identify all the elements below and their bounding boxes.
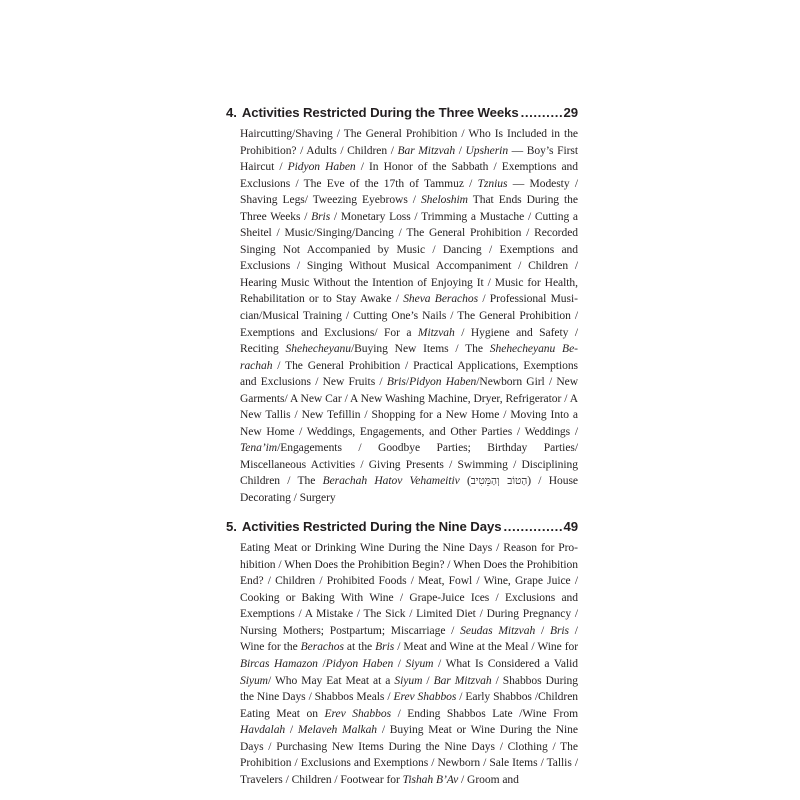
italic-term: Siyum [405,657,434,670]
chapter-page-number: 29 [563,105,578,120]
topic-text: / Hygiene and Safety / Reciting [240,326,578,356]
topic-text: — Modesty / Shaving Legs/ Tweezing Eyebrows / [240,177,578,207]
dot-leader [503,518,561,536]
topic-text: / [285,724,298,737]
chapter-topics [240,540,578,788]
chapter-number: 5. [226,519,237,535]
italic-term: Pidyon Haben [409,376,477,389]
topic-text: That Ends During the Three Weeks / [240,194,578,223]
topic-text: / The General Prohibition / Practical Applications, Exemptions and Exclusions / New Fruits / [240,359,578,389]
topic-text: ) / House Decorating / Surgery [240,475,578,505]
topic-text: / In Honor of the Sabbath / Exemptions and Exclusions / The Eve of the 17th of Tammuz / [240,161,578,190]
italic-term: Erev Shabbos [324,707,392,720]
italic-term: Sheva Berachos [403,293,479,306]
italic-term: Pidyon Haben [325,657,394,670]
topic-text: / [405,376,410,389]
italic-term: Melaveh Malkah [297,724,378,737]
italic-term: Erev Shabbos [393,691,457,704]
topic-text: / Professional Musician/Musical Training / Cutting One’s Nails / The General Prohibition / Exemptions and Exclusions/ For a [240,293,578,339]
topic-text: / Early Shabbos /Children Eating Meat on [240,691,578,720]
chapter-topics [240,126,578,507]
italic-term: Tznius [477,177,508,190]
italic-term: Bar Mitzvah [397,144,456,157]
chapter-heading [226,518,578,536]
topic-text: / Ending Shabbos Late /Wine From [391,707,578,720]
topic-text: /Newborn Girl / New Garments/ A New Car / A New Washing Machine, Dryer, Refrigerator / A New Tallis / New Tefillin / Shopping for a New Home / Moving Into a New Home / Weddings, Engagements, and Other Parties / Weddings / [240,376,579,438]
italic-term: Tena’im [240,442,278,455]
italic-term: Berachah Hatov Vehameitiv [322,475,460,488]
italic-term: Pidyon Haben [287,161,356,174]
topic-text: / [317,657,326,670]
italic-term: Tishah B’Av [402,773,459,786]
chapter-4-entry [226,104,578,507]
topic-text: at the [343,641,376,654]
topic-text: — Boy’s First Haircut / [240,144,578,174]
topic-text: /Buying New Items / The [351,343,490,356]
chapter-heading [226,104,578,122]
italic-term: Berachos [300,641,344,654]
topic-text: / Who May Eat Meat at a [267,674,395,687]
topic-text: ( [459,475,471,488]
table-of-contents-page [226,104,579,786]
topic-text: / Wine for the [240,624,578,654]
topic-text: / [455,144,466,157]
topic-text: / Groom and [458,773,519,786]
topic-text: Haircutting/Shaving / The General Prohibition / Who Is Included in the Prohibition? / Adults / Children / [240,128,578,157]
italic-term: Havdalah [240,724,286,737]
chapter-title: Activities Restricted During the Nine Days [241,519,502,535]
topic-text: / Buying Meat or Wine During the Nine Days / Purchasing New Items During the Nine Days / Clothing / The Prohibition / Exclusions and Exemptions / Newborn / Sale Items / Tallis / Travelers / Children / Footwear for [240,724,578,786]
italic-term: Bircas Hamazon [240,657,318,670]
italic-term: Bris [375,641,395,654]
italic-term: Siyum [240,674,268,687]
italic-term: Bris [311,210,331,223]
topic-text: Eating Meat or Drinking Wine During the Nine Days / Reason for Prohibition / When Does the Prohibition Begin? / When Does the Prohibition End? / Children / Prohibited Foods / Meat, Fowl / Wine, Grape Juice / Cooking or Baking With Wine / Grape-Juice Ices / Exclusions and Exemptions / A Mistake / The Sick / Limited Diet / During Pregnancy / Nursing Mothers; Postpartum; Miscarriage / [240,542,578,637]
chapter-title: Activities Restricted During the Three Weeks [241,105,519,120]
topic-text: / [422,674,434,687]
topic-text: / [535,624,550,637]
italic-term: Bris [549,624,570,637]
topic-text: / Meat and Wine at the Meal / Wine for [394,641,579,654]
topic-text: / Shabbos During the Nine Days / Shabbos Meals / [240,674,578,704]
italic-term: Bar Mitzvah [433,674,492,687]
chapter-page-number: 49 [563,519,578,535]
italic-term: Shehecheyanu [285,343,351,356]
italic-term: Siyum [394,674,423,687]
topic-text: / Monetary Loss / Trimming a Mustache / Cutting a Sheitel / Music/Singing/Dancing / The General Prohibition / Recorded Singing Not Accompanied by Music / Dancing / Exemptions and Exclusions / Singing Without Musical Accompaniment / Children / Hearing Music Without the Intention of Enjoying It / Music for Health, Rehabilitation or to Stay Awake / [240,210,578,306]
topic-text: / [393,657,406,670]
italic-term: Mitzvah [417,326,455,339]
hebrew-text: הַטוֹב וְהַמֵּטִיב [470,475,528,488]
topic-text: /Engagements / Goodbye Parties; Birthday Parties/ Miscellaneous Activities / Giving Presents / Swimming / Disciplining Children / The [240,442,578,488]
chapter-number: 4. [226,105,237,120]
italic-term: Upsherin [465,144,509,157]
italic-term: Shehecheyanu Berachah [240,343,578,372]
italic-term: Bris [386,376,406,389]
topic-text: / What Is Considered a Valid [433,657,578,670]
italic-term: Sheloshim [420,194,468,207]
dot-leader [521,104,562,122]
italic-term: Seudas Mitzvah [460,624,536,637]
chapter-5-entry [226,518,578,788]
